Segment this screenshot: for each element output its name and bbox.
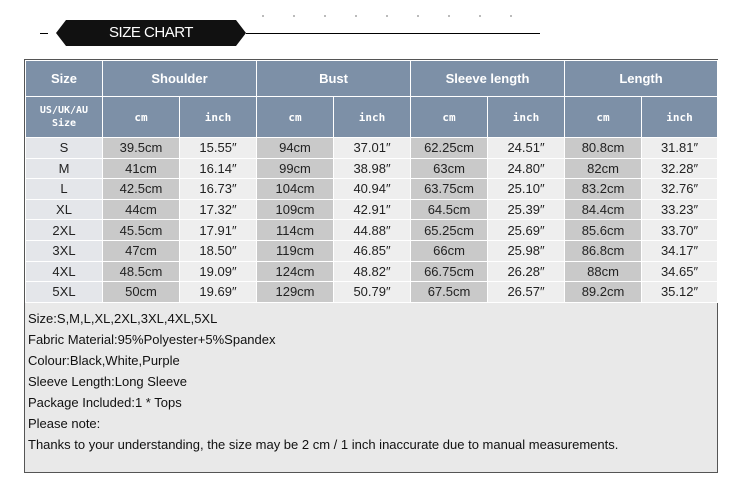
cm-value: 63cm bbox=[411, 158, 488, 179]
cm-value: 66cm bbox=[411, 240, 488, 261]
unit-cm: cm bbox=[257, 97, 334, 138]
header-bust: Bust bbox=[257, 61, 411, 97]
cm-value: 80.8cm bbox=[565, 138, 642, 159]
cm-value: 82cm bbox=[565, 158, 642, 179]
inch-value: 31.81″ bbox=[642, 138, 718, 159]
cm-value: 48.5cm bbox=[103, 261, 180, 282]
cm-value: 65.25cm bbox=[411, 220, 488, 241]
note-colour: Colour:Black,White,Purple bbox=[28, 353, 180, 368]
size-label: L bbox=[26, 179, 103, 200]
cm-value: 129cm bbox=[257, 282, 334, 303]
inch-value: 24.51″ bbox=[488, 138, 565, 159]
inch-value: 40.94″ bbox=[334, 179, 411, 200]
size-label: S bbox=[26, 138, 103, 159]
table-row bbox=[26, 138, 718, 159]
table-row bbox=[26, 179, 718, 200]
inch-value: 16.14″ bbox=[180, 158, 257, 179]
table-row bbox=[26, 261, 718, 282]
cm-value: 45.5cm bbox=[103, 220, 180, 241]
inch-value: 46.85″ bbox=[334, 240, 411, 261]
unit-inch: inch bbox=[642, 97, 718, 138]
unit-inch: inch bbox=[334, 97, 411, 138]
cm-value: 63.75cm bbox=[411, 179, 488, 200]
inch-value: 48.82″ bbox=[334, 261, 411, 282]
banner-dash-left bbox=[40, 33, 48, 34]
cm-value: 99cm bbox=[257, 158, 334, 179]
inch-value: 32.76″ bbox=[642, 179, 718, 200]
cm-value: 62.25cm bbox=[411, 138, 488, 159]
inch-value: 34.65″ bbox=[642, 261, 718, 282]
banner-dot bbox=[448, 15, 450, 17]
inch-value: 34.17″ bbox=[642, 240, 718, 261]
unit-cm: cm bbox=[103, 97, 180, 138]
inch-value: 25.39″ bbox=[488, 199, 565, 220]
cm-value: 109cm bbox=[257, 199, 334, 220]
cm-value: 119cm bbox=[257, 240, 334, 261]
cm-value: 84.4cm bbox=[565, 199, 642, 220]
size-label: 2XL bbox=[26, 220, 103, 241]
table-row bbox=[26, 158, 718, 179]
inch-value: 25.69″ bbox=[488, 220, 565, 241]
inch-value: 25.98″ bbox=[488, 240, 565, 261]
unit-cm: cm bbox=[565, 97, 642, 138]
size-label: 3XL bbox=[26, 240, 103, 261]
note-package: Package Included:1 * Tops bbox=[28, 395, 182, 410]
size-label: XL bbox=[26, 199, 103, 220]
cm-value: 94cm bbox=[257, 138, 334, 159]
banner-dot bbox=[324, 15, 326, 17]
inch-value: 44.88″ bbox=[334, 220, 411, 241]
banner-dot bbox=[510, 15, 512, 17]
inch-value: 19.09″ bbox=[180, 261, 257, 282]
inch-value: 16.73″ bbox=[180, 179, 257, 200]
note-fabric: Fabric Material:95%Polyester+5%Spandex bbox=[28, 332, 276, 347]
inch-value: 19.69″ bbox=[180, 282, 257, 303]
inch-value: 42.91″ bbox=[334, 199, 411, 220]
size-chart-title: SIZE CHART bbox=[66, 20, 236, 46]
inch-value: 35.12″ bbox=[642, 282, 718, 303]
inch-value: 26.57″ bbox=[488, 282, 565, 303]
header-us-uk-au-size: US/UK/AU Size bbox=[26, 97, 103, 138]
inch-value: 33.23″ bbox=[642, 199, 718, 220]
cm-value: 47cm bbox=[103, 240, 180, 261]
note-sleeve: Sleeve Length:Long Sleeve bbox=[28, 374, 188, 389]
size-chart-panel bbox=[24, 59, 718, 473]
cm-value: 42.5cm bbox=[103, 179, 180, 200]
cm-value: 104cm bbox=[257, 179, 334, 200]
unit-header-row bbox=[26, 97, 718, 138]
inch-value: 26.28″ bbox=[488, 261, 565, 282]
header-shoulder: Shoulder bbox=[103, 61, 257, 97]
cm-value: 88cm bbox=[565, 261, 642, 282]
cm-value: 89.2cm bbox=[565, 282, 642, 303]
unit-inch: inch bbox=[180, 97, 257, 138]
cm-value: 83.2cm bbox=[565, 179, 642, 200]
unit-inch: inch bbox=[488, 97, 565, 138]
note-please-note: Please note: bbox=[28, 416, 101, 431]
inch-value: 50.79″ bbox=[334, 282, 411, 303]
inch-value: 15.55″ bbox=[180, 138, 257, 159]
size-chart-banner bbox=[0, 0, 734, 58]
cm-value: 50cm bbox=[103, 282, 180, 303]
inch-value: 17.32″ bbox=[180, 199, 257, 220]
inch-value: 24.80″ bbox=[488, 158, 565, 179]
banner-dot bbox=[355, 15, 357, 17]
banner-dot bbox=[386, 15, 388, 17]
note-sizes: Size:S,M,L,XL,2XL,3XL,4XL,5XL bbox=[28, 311, 218, 326]
unit-cm: cm bbox=[411, 97, 488, 138]
banner-dot bbox=[417, 15, 419, 17]
size-label: 5XL bbox=[26, 282, 103, 303]
table-row bbox=[26, 199, 718, 220]
banner-dot bbox=[262, 15, 264, 17]
cm-value: 44cm bbox=[103, 199, 180, 220]
banner-rule bbox=[246, 33, 540, 34]
table-row bbox=[26, 282, 718, 303]
cm-value: 114cm bbox=[257, 220, 334, 241]
inch-value: 37.01″ bbox=[334, 138, 411, 159]
group-header-row bbox=[26, 61, 718, 97]
cm-value: 39.5cm bbox=[103, 138, 180, 159]
product-notes bbox=[25, 304, 717, 459]
banner-dot bbox=[479, 15, 481, 17]
cm-value: 64.5cm bbox=[411, 199, 488, 220]
table-row bbox=[26, 220, 718, 241]
inch-value: 25.10″ bbox=[488, 179, 565, 200]
cm-value: 86.8cm bbox=[565, 240, 642, 261]
note-disclaimer: Thanks to your understanding, the size may be 2 cm / 1 inch inaccurate due to manual measurements. bbox=[28, 437, 619, 452]
size-label: 4XL bbox=[26, 261, 103, 282]
inch-value: 38.98″ bbox=[334, 158, 411, 179]
inch-value: 17.91″ bbox=[180, 220, 257, 241]
inch-value: 32.28″ bbox=[642, 158, 718, 179]
header-length: Length bbox=[565, 61, 718, 97]
table-row bbox=[26, 240, 718, 261]
cm-value: 124cm bbox=[257, 261, 334, 282]
size-label: M bbox=[26, 158, 103, 179]
inch-value: 33.70″ bbox=[642, 220, 718, 241]
banner-dot bbox=[293, 15, 295, 17]
header-size: Size bbox=[26, 61, 103, 97]
header-sleeve-length: Sleeve length bbox=[411, 61, 565, 97]
size-table bbox=[25, 60, 718, 303]
inch-value: 18.50″ bbox=[180, 240, 257, 261]
cm-value: 67.5cm bbox=[411, 282, 488, 303]
cm-value: 66.75cm bbox=[411, 261, 488, 282]
cm-value: 41cm bbox=[103, 158, 180, 179]
cm-value: 85.6cm bbox=[565, 220, 642, 241]
